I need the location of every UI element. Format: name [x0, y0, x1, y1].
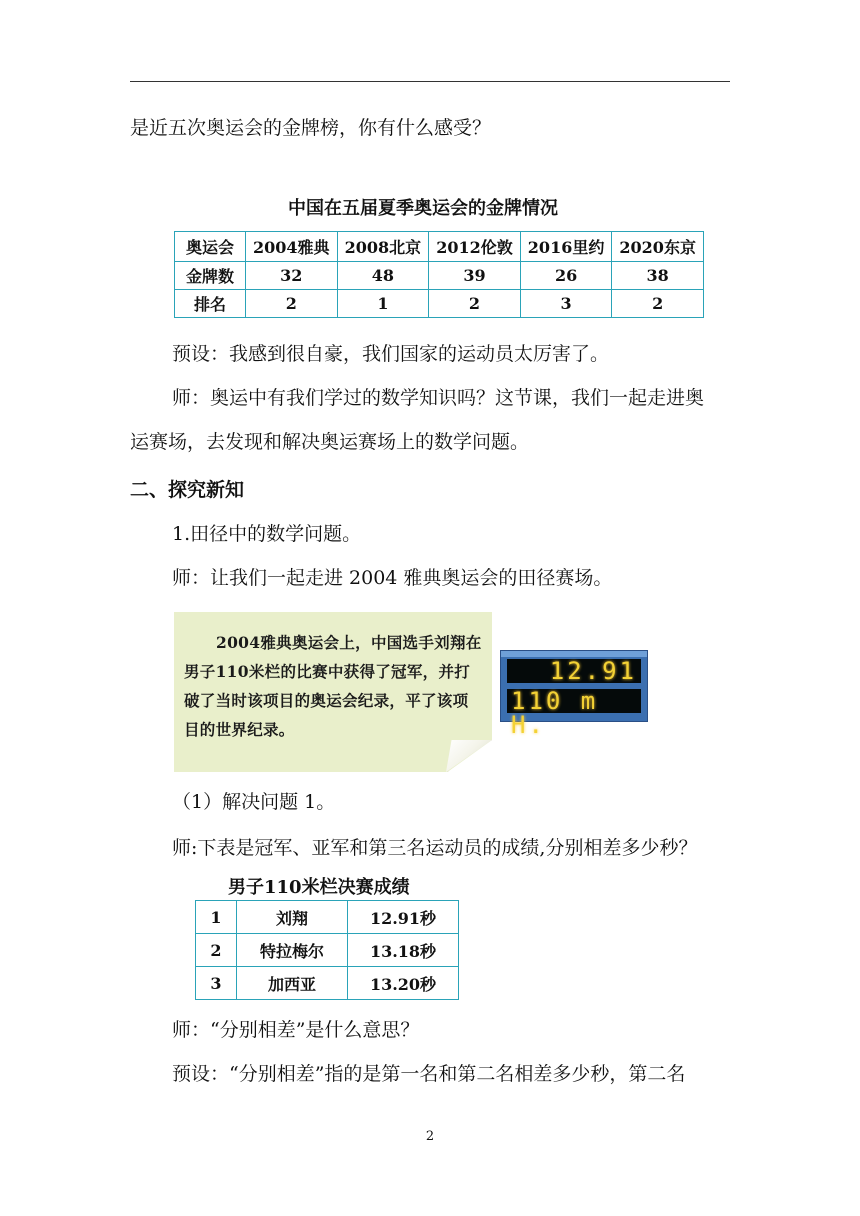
table-cell: 26: [520, 262, 612, 290]
results-table-caption: 男子110米栏决赛成绩: [228, 877, 410, 898]
teacher-line-3: 师：让我们一起走进 2004 雅典奥运会的田径赛场。: [172, 567, 613, 589]
scoreboard-event: 110 m H.: [507, 689, 641, 713]
rank-cell: 1: [196, 901, 237, 934]
intro-line: 是近五次奥运会的金牌榜，你有什么感受？: [130, 117, 492, 139]
medal-table-caption: 中国在五届夏季奥运会的金牌情况: [288, 198, 558, 219]
teacher-line-1: 师：奥运中有我们学过的数学知识吗？这节课，我们一起走进奥: [172, 387, 705, 409]
section-heading: 二、探究新知: [130, 479, 245, 501]
athlete-cell: 加西亚: [237, 967, 348, 1000]
table-cell: 2: [612, 290, 704, 318]
led-scoreboard: [500, 650, 648, 739]
results-table-row: [196, 967, 459, 1000]
time-cell: 12.91秒: [348, 901, 459, 934]
table-cell: 39: [429, 262, 521, 290]
results-table: [195, 900, 459, 1000]
rank-cell: 2: [196, 934, 237, 967]
header-cell: 2020东京: [612, 232, 704, 262]
preset-2: 预设：“分别相差”指的是第一名和第二名相差多少秒，第二名: [172, 1063, 686, 1085]
row-label: 金牌数: [175, 262, 246, 290]
rank-cell: 3: [196, 967, 237, 1000]
table-cell: 2: [429, 290, 521, 318]
results-table-row: [196, 901, 459, 934]
athlete-cell: 特拉梅尔: [237, 934, 348, 967]
page-number: 2: [425, 1129, 435, 1144]
teacher-line-2: 运赛场，去发现和解决奥运赛场上的数学问题。: [130, 431, 530, 453]
time-cell: 13.20秒: [348, 967, 459, 1000]
header-cell: 2016里约: [520, 232, 612, 262]
teacher-line-5: 师：“分别相差”是什么意思？: [172, 1019, 420, 1041]
problem-1: （1）解决问题 1。: [172, 791, 336, 813]
header-rule: [130, 81, 730, 82]
header-cell: 2004雅典: [246, 232, 338, 262]
results-table-row: [196, 934, 459, 967]
table-cell: 48: [337, 262, 429, 290]
header-cell: 奥运会: [175, 232, 246, 262]
table-cell: 1: [337, 290, 429, 318]
header-cell: 2008北京: [337, 232, 429, 262]
row-label: 排名: [175, 290, 246, 318]
time-cell: 13.18秒: [348, 934, 459, 967]
header-cell: 2012伦敦: [429, 232, 521, 262]
scoreboard-time: 12.91: [507, 659, 641, 683]
medal-table-row: [175, 262, 704, 290]
medal-table-header-row: [175, 232, 704, 262]
table-cell: 3: [520, 290, 612, 318]
medal-table: [174, 231, 704, 318]
table-cell: 32: [246, 262, 338, 290]
medal-table-row: [175, 290, 704, 318]
athlete-cell: 刘翔: [237, 901, 348, 934]
note-text: 2004雅典奥运会上，中国选手刘翔在男子110米栏的比赛中获得了冠军，并打破了当时该项目的奥运会纪录，平了该项目的世界纪录。: [184, 633, 482, 739]
teacher-line-4: 师:下表是冠军、亚军和第三名运动员的成绩,分别相差多少秒？: [172, 837, 698, 859]
item-1: 1.田径中的数学问题。: [172, 523, 362, 545]
table-cell: 2: [246, 290, 338, 318]
table-cell: 38: [612, 262, 704, 290]
preset-1: 预设：我感到很自豪，我们国家的运动员太厉害了。: [172, 343, 610, 365]
